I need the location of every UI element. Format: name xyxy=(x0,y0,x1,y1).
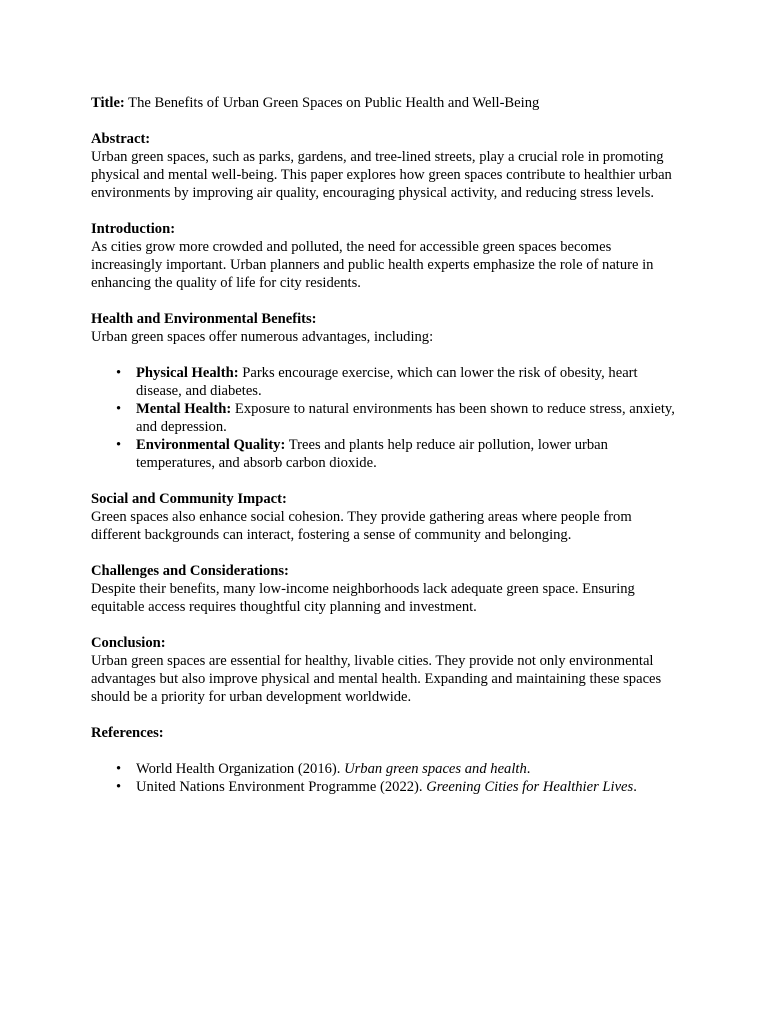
challenges-body: Despite their benefits, many low-income neighborhoods lack adequate green space. Ensuring equitable access requires thoughtful city planning and investment. xyxy=(91,581,635,615)
challenges-heading: Challenges and Considerations: xyxy=(91,563,289,579)
benefit-text: Exposure to natural environments has been shown to reduce stress, anxiety, and depression. xyxy=(136,401,675,435)
benefit-item-mental-health xyxy=(136,400,681,436)
benefits-intro: Urban green spaces offer numerous advantages, including: xyxy=(91,329,434,345)
reference-source: United Nations Environment Programme (2022). xyxy=(136,779,423,795)
benefit-label: Environmental Quality: xyxy=(136,437,286,453)
challenges-section xyxy=(91,562,681,616)
reference-item-who xyxy=(136,760,681,778)
benefit-text: Trees and plants help reduce air pollution, lower urban temperatures, and absorb carbon dioxide. xyxy=(136,437,608,471)
social-heading: Social and Community Impact: xyxy=(91,491,287,507)
reference-work: Urban green spaces and health xyxy=(344,761,527,777)
benefit-label: Mental Health: xyxy=(136,401,232,417)
reference-work: Greening Cities for Healthier Lives xyxy=(426,779,634,795)
benefits-list xyxy=(91,364,681,472)
benefit-item-environmental-quality xyxy=(136,436,681,472)
references-list xyxy=(91,760,681,796)
benefits-heading: Health and Environmental Benefits: xyxy=(91,311,317,327)
social-body: Green spaces also enhance social cohesion. They provide gathering areas where people from different backgrounds can interact, fostering a sense of community and belonging. xyxy=(91,509,632,543)
conclusion-section xyxy=(91,634,681,706)
conclusion-heading: Conclusion: xyxy=(91,635,166,651)
reference-end: . xyxy=(526,761,531,777)
benefit-item-physical-health xyxy=(136,364,681,400)
conclusion-body: Urban green spaces are essential for healthy, livable cities. They provide not only environmental advantages but also improve physical and mental health. Expanding and maintaining these spaces should be a priority for urban development worldwide. xyxy=(91,653,662,705)
introduction-body: As cities grow more crowded and polluted, the need for accessible green spaces becomes increasingly important. Urban planners and public health experts emphasize the role of nature in enhancing the quality of life for city residents. xyxy=(91,239,654,291)
title-label: Title: xyxy=(91,95,125,111)
document-page xyxy=(91,94,681,814)
abstract-section xyxy=(91,130,681,202)
reference-source: World Health Organization (2016). xyxy=(136,761,341,777)
introduction-heading: Introduction: xyxy=(91,221,176,237)
benefit-label: Physical Health: xyxy=(136,365,239,381)
benefit-text: Parks encourage exercise, which can lower the risk of obesity, heart disease, and diabetes. xyxy=(136,365,638,399)
title-line xyxy=(91,94,681,112)
reference-item-unep xyxy=(136,778,681,796)
paper-title: The Benefits of Urban Green Spaces on Public Health and Well-Being xyxy=(128,95,540,111)
reference-end: . xyxy=(633,779,637,795)
abstract-body: Urban green spaces, such as parks, gardens, and tree-lined streets, play a crucial role in promoting physical and mental well-being. This paper explores how green spaces contribute to healthier urban environments by improving air quality, encouraging physical activity, and reducing stress levels. xyxy=(91,149,672,201)
abstract-heading: Abstract: xyxy=(91,131,151,147)
social-section xyxy=(91,490,681,544)
references-heading: References: xyxy=(91,725,164,741)
introduction-section xyxy=(91,220,681,292)
benefits-section xyxy=(91,310,681,472)
references-section xyxy=(91,724,681,796)
